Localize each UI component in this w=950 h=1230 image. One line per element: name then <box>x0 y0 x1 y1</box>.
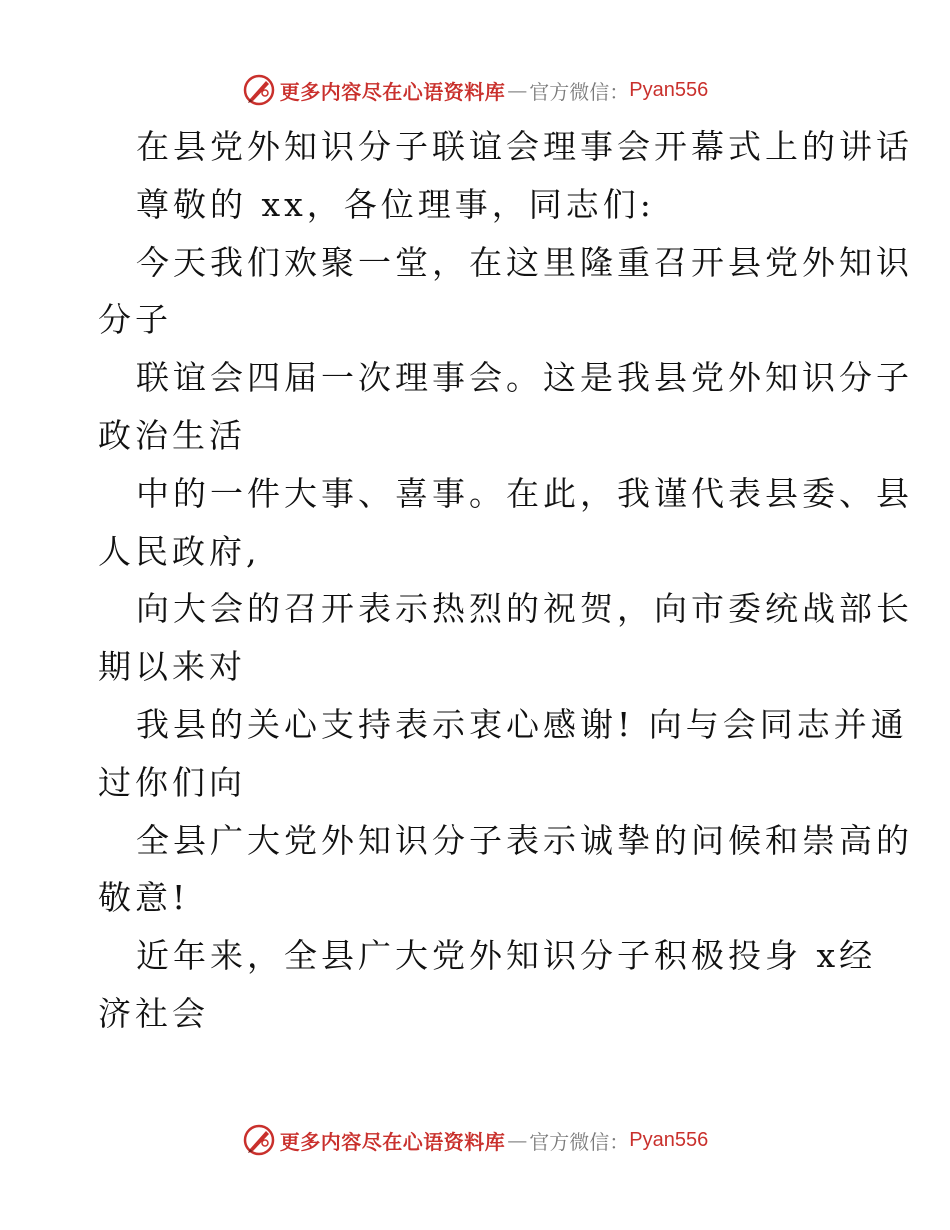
document-line: 全县广大党外知识分子表示诚挚的问候和崇高的 <box>136 820 913 860</box>
document-line: 我县的关心支持表示衷心感谢! 向与会同志并通 <box>136 704 908 744</box>
pen-logo-icon <box>242 73 276 107</box>
document-line: 今天我们欢聚一堂，在这里隆重召开县党外知识 <box>136 242 913 282</box>
document-line: 人民政府, <box>98 531 261 571</box>
header-banner <box>0 70 950 110</box>
document-line: 尊敬的 xx，各位理事，同志们: <box>136 184 655 224</box>
document-line: 期以来对 <box>98 647 246 687</box>
footer-banner <box>0 1120 950 1160</box>
banner-text: 更多内容尽在心语资料库 <box>279 79 506 104</box>
document-line: 敬意! <box>98 878 190 918</box>
document-line: 近年来，全县广大党外知识分子积极投身 x经 <box>136 936 877 976</box>
pen-logo-icon <box>242 1123 276 1157</box>
document-line: 过你们向 <box>98 762 246 802</box>
banner-wechat-label: 官方微信： <box>529 79 630 104</box>
banner-wechat-label: 官方微信： <box>529 1129 630 1154</box>
document-line: 向大会的召开表示热烈的祝贺，向市委统战部长 <box>136 589 913 629</box>
banner-dash: — <box>507 1128 528 1152</box>
banner-wechat-id: Pyan556 <box>629 78 709 101</box>
document-line: 济社会 <box>98 993 209 1033</box>
document-line: 政治生活 <box>98 415 246 455</box>
banner-dash: — <box>507 78 528 102</box>
banner-wechat-id: Pyan556 <box>629 1128 709 1151</box>
document-line: 分子 <box>98 300 172 340</box>
document-line: 中的一件大事、喜事。在此，我谨代表县委、县 <box>136 473 913 513</box>
document-body <box>98 118 913 1043</box>
banner-text: 更多内容尽在心语资料库 <box>279 1129 506 1154</box>
document-line: 联谊会四届一次理事会。这是我县党外知识分子 <box>136 358 913 398</box>
document-line: 在县党外知识分子联谊会理事会开幕式上的讲话 <box>136 127 913 166</box>
